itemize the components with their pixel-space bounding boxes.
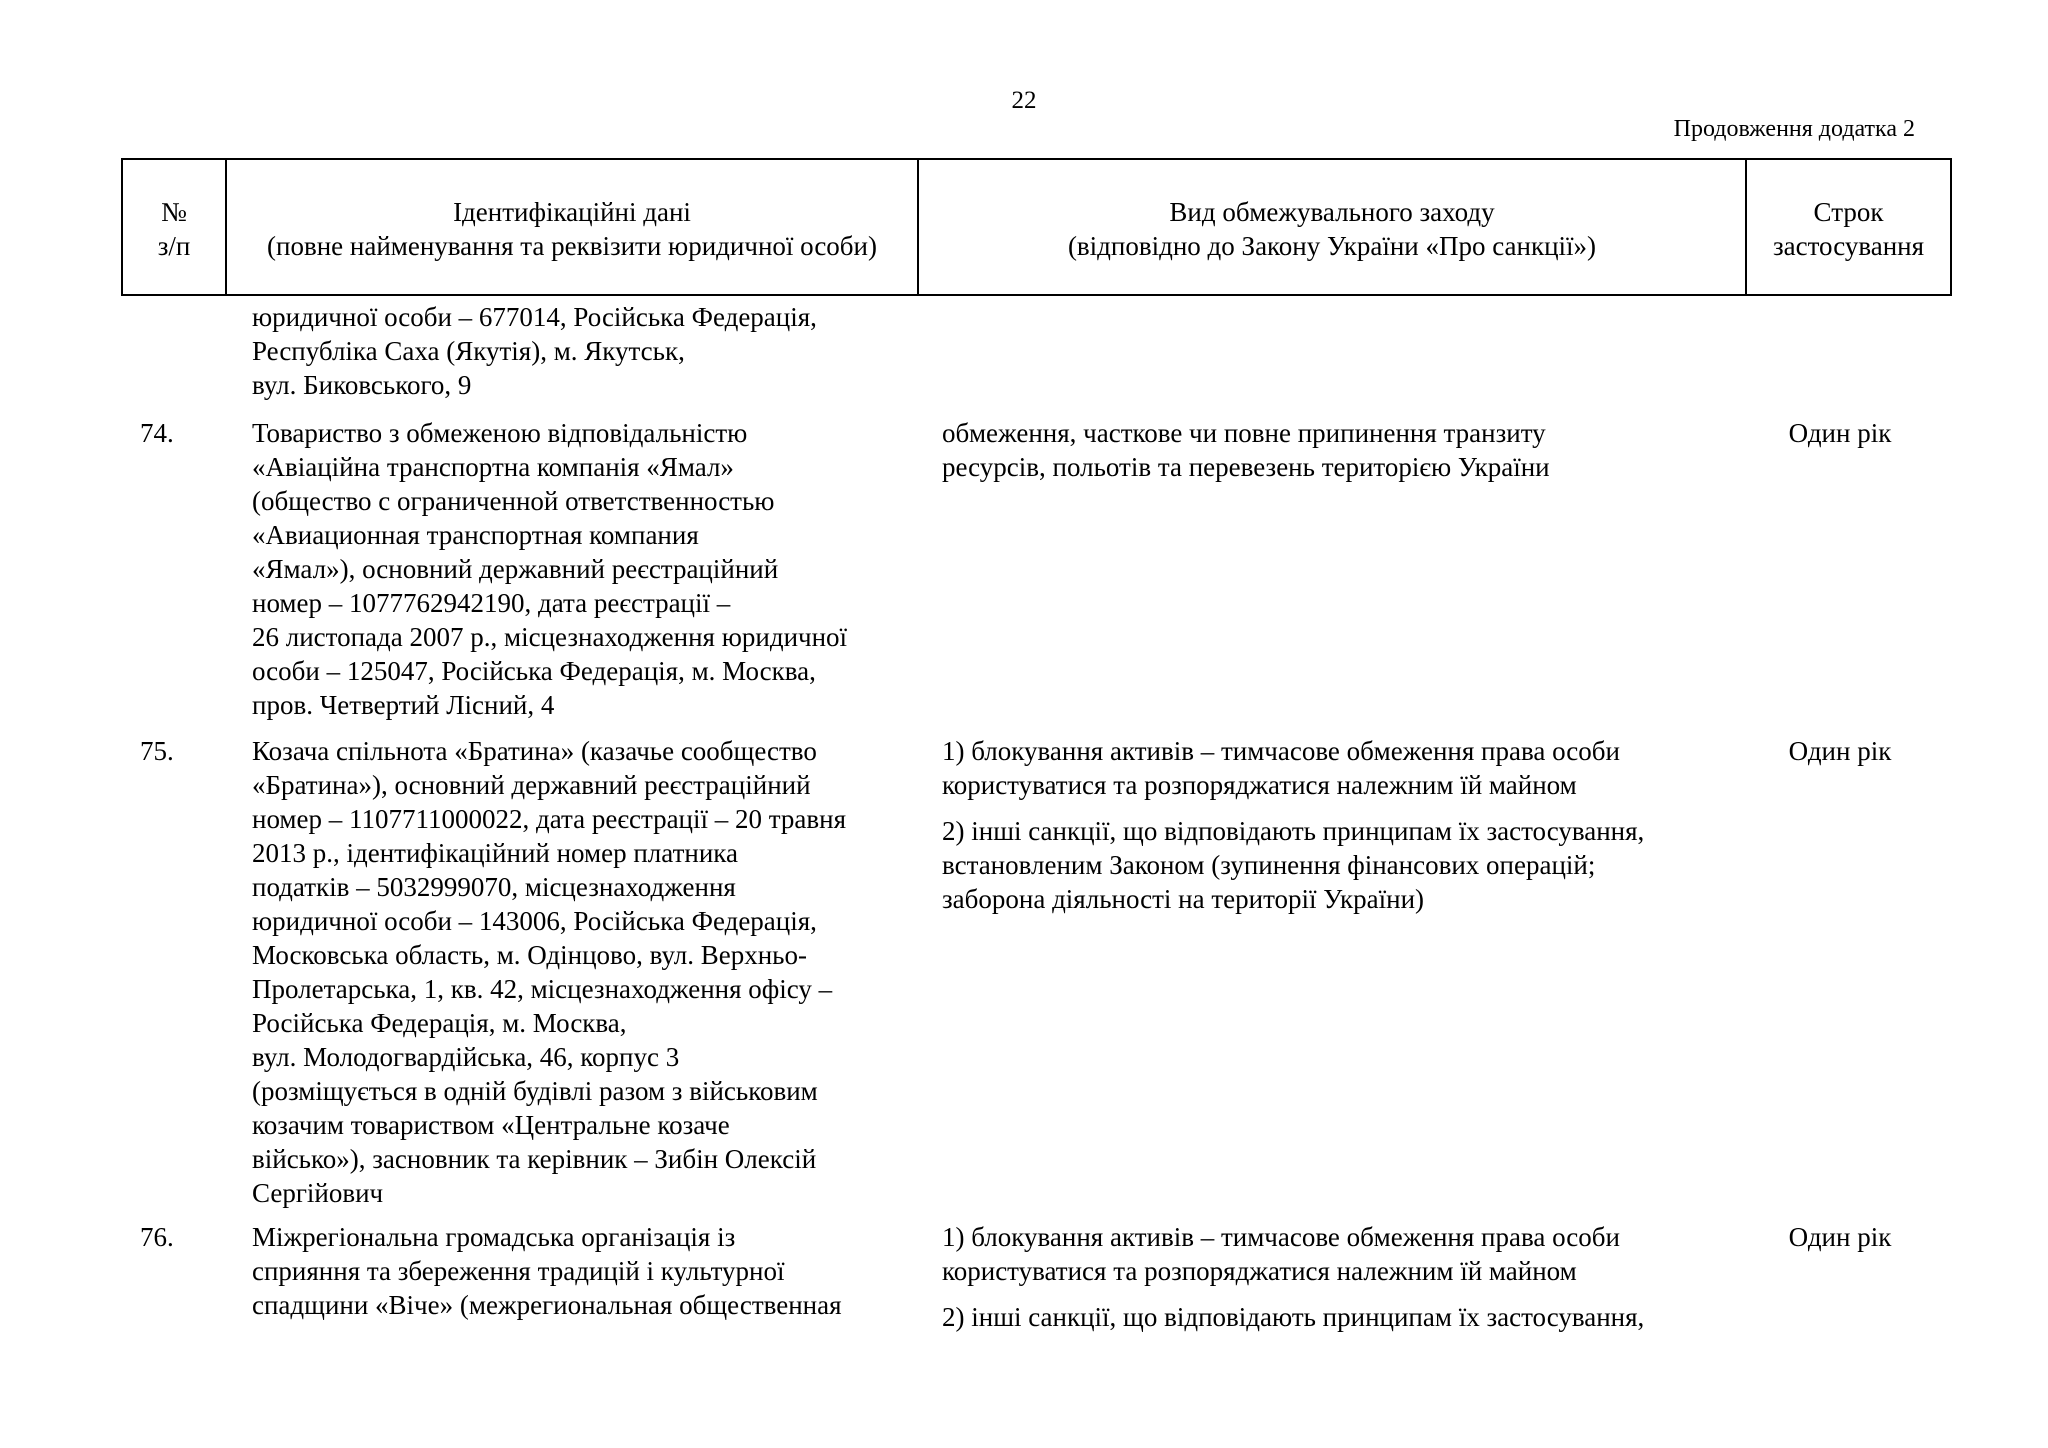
text-line: сприяння та збереження традицій і культурної [252, 1256, 785, 1286]
header-text: застосування [1772, 231, 1925, 261]
header-cell-measure [919, 160, 1747, 294]
continuation-label: Продовження додатка 2 [1673, 116, 1915, 142]
header-text: Строк [1813, 197, 1884, 227]
header-cell-identification [227, 160, 919, 294]
row-identification [252, 734, 912, 1210]
text-line: Республіка Саха (Якутія), м. Якутськ, [252, 336, 685, 366]
text-line: 2) інші санкції, що відповідають принципам їх застосування, [942, 1302, 1645, 1332]
measure-paragraph [942, 1300, 1722, 1334]
header-text: (повне найменування та реквізити юридичної особи) [267, 231, 877, 261]
text-line: Сергійович [252, 1178, 384, 1208]
row-measure [942, 1220, 1722, 1346]
text-line: 26 листопада 2007 р., місцезнаходження юридичної [252, 622, 848, 652]
text-line: юридичної особи – 677014, Російська Федерація, [252, 302, 817, 332]
row-term: Один рік [1788, 736, 1892, 766]
text-line: 2) інші санкції, що відповідають принципам їх застосування, [942, 816, 1645, 846]
text-line: вул. Биковського, 9 [252, 370, 472, 400]
table-header [121, 158, 1952, 296]
text-line: Товариство з обмеженою відповідальністю [252, 418, 748, 448]
text-line: особи – 125047, Російська Федерація, м. Москва, [252, 656, 816, 686]
text-line: номер – 1077762942190, дата реєстрації – [252, 588, 731, 618]
text-line: номер – 1107711000022, дата реєстрації – 20 травня [252, 804, 846, 834]
row-term: Один рік [1788, 1222, 1892, 1252]
text-line: Російська Федерація, м. Москва, [252, 1008, 627, 1038]
text-line: (общество с ограниченной ответственностью [252, 486, 775, 516]
text-line: користуватися та розпоряджатися належним їй майном [942, 1256, 1577, 1286]
text-line: «Авиационная транспортная компания [252, 520, 699, 550]
text-line: пров. Четвертий Лісний, 4 [252, 690, 555, 720]
text-line: встановленим Законом (зупинення фінансових операцій; [942, 850, 1596, 880]
page-number: 22 [1011, 87, 1037, 114]
header-text: Вид обмежувального заходу [1169, 197, 1495, 227]
text-line: козачим товариством «Центральне козаче [252, 1110, 730, 1140]
text-line: заборона діяльності на території України) [942, 884, 1425, 914]
text-line: Московська область, м. Одінцово, вул. Верхньо- [252, 940, 807, 970]
header-text: (відповідно до Закону України «Про санкції») [1067, 231, 1597, 261]
row-number: 75. [140, 736, 174, 766]
measure-paragraph [942, 416, 1722, 484]
row-measure [942, 416, 1722, 496]
text-line: (розміщується в одній будівлі разом з військовим [252, 1076, 818, 1106]
text-line: юридичної особи – 143006, Російська Федерація, [252, 906, 817, 936]
text-line: податків – 5032999070, місцезнаходження [252, 872, 736, 902]
text-line: 1) блокування активів – тимчасове обмеження права особи [942, 736, 1620, 766]
text-line: Міжрегіональна громадська організація із [252, 1222, 736, 1252]
text-line: «Ямал»), основний державний реєстраційний [252, 554, 779, 584]
text-line: вул. Молодогвардійська, 46, корпус 3 [252, 1042, 680, 1072]
text-line: «Авіаційна транспортна компанія «Ямал» [252, 452, 734, 482]
text-line: ресурсів, польотів та перевезень територією України [942, 452, 1550, 482]
row-identification [252, 416, 912, 722]
measure-paragraph [942, 1220, 1722, 1288]
row-term: Один рік [1788, 418, 1892, 448]
text-line: Козача спільнота «Братина» (казачье сообщество [252, 736, 817, 766]
row-measure [942, 734, 1722, 928]
measure-paragraph [942, 734, 1722, 802]
row-identification [252, 1220, 912, 1322]
header-cell-number [123, 160, 227, 294]
text-line: Пролетарська, 1, кв. 42, місцезнаходження офісу – [252, 974, 833, 1004]
measure-paragraph [942, 814, 1722, 916]
text-line: «Братина»), основний державний реєстраційний [252, 770, 811, 800]
text-line: 2013 р., ідентифікаційний номер платника [252, 838, 738, 868]
text-line: військо»), засновник та керівник – Зибін Олексій [252, 1144, 817, 1174]
header-text: з/п [157, 231, 191, 261]
header-text: Ідентифікаційні дані [453, 197, 691, 227]
header-cell-term [1747, 160, 1950, 294]
text-line: спадщини «Віче» (межрегиональная общественная [252, 1290, 842, 1320]
text-line: 1) блокування активів – тимчасове обмеження права особи [942, 1222, 1620, 1252]
continued-identification [252, 300, 912, 402]
row-number: 76. [140, 1222, 174, 1252]
header-text: № [161, 197, 187, 227]
text-line: обмеження, часткове чи повне припинення транзиту [942, 418, 1546, 448]
text-line: користуватися та розпоряджатися належним їй майном [942, 770, 1577, 800]
row-number: 74. [140, 418, 174, 448]
